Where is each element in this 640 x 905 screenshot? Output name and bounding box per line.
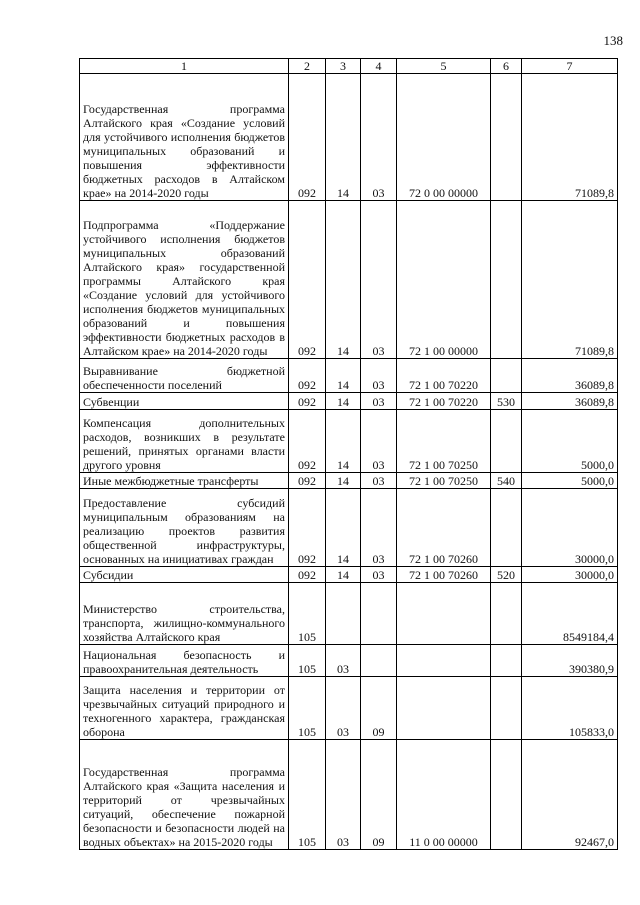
cell-c6 xyxy=(491,489,522,567)
cell-amount: 5000,0 xyxy=(522,473,618,489)
row-name: Государственная программа Алтайского края «Защита населения и территорий от чрезвычайных ситуаций, обеспечение пожарной безопасности и безопасности людей на водных объектах» на 2015-2020 годы xyxy=(80,740,289,850)
cell-c5 xyxy=(397,645,491,677)
cell-c5 xyxy=(397,677,491,740)
column-header: 1 xyxy=(80,59,289,74)
cell-c2: 092 xyxy=(289,201,326,359)
cell-c4: 03 xyxy=(361,359,397,393)
row-name: Компенсация дополнительных расходов, возникших в результате решений, принятых органами власти другого уровня xyxy=(80,410,289,473)
cell-c5: 72 1 00 00000 xyxy=(397,201,491,359)
table-row xyxy=(80,677,618,740)
cell-c5: 72 1 00 70250 xyxy=(397,473,491,489)
cell-c2: 092 xyxy=(289,393,326,410)
column-header: 7 xyxy=(522,59,618,74)
cell-c5: 72 1 00 70260 xyxy=(397,567,491,583)
table-row xyxy=(80,393,618,410)
row-name: Защита населения и территории от чрезвычайных ситуаций природного и техногенного характера, гражданская оборона xyxy=(80,677,289,740)
cell-c3: 03 xyxy=(326,740,361,850)
table-row xyxy=(80,410,618,473)
cell-c3: 14 xyxy=(326,201,361,359)
cell-c2: 105 xyxy=(289,740,326,850)
column-header: 3 xyxy=(326,59,361,74)
column-header: 2 xyxy=(289,59,326,74)
row-name: Субсидии xyxy=(80,567,289,583)
column-header: 5 xyxy=(397,59,491,74)
cell-c5: 72 1 00 70260 xyxy=(397,489,491,567)
cell-c4: 03 xyxy=(361,489,397,567)
cell-amount: 92467,0 xyxy=(522,740,618,850)
cell-c6: 520 xyxy=(491,567,522,583)
cell-c3: 14 xyxy=(326,567,361,583)
row-name: Выравнивание бюджетной обеспеченности поселений xyxy=(80,359,289,393)
cell-c6 xyxy=(491,740,522,850)
column-header: 4 xyxy=(361,59,397,74)
table-row xyxy=(80,473,618,489)
row-name: Государственная программа Алтайского края «Создание условий для устойчивого исполнения бюджетов муниципальных образований и повышения эффективности бюджетных расходов в Алтайском крае» на 2014-2020 годы xyxy=(80,74,289,201)
column-header: 6 xyxy=(491,59,522,74)
cell-amount: 5000,0 xyxy=(522,410,618,473)
row-name: Субвенции xyxy=(80,393,289,410)
table-row xyxy=(80,645,618,677)
cell-amount: 36089,8 xyxy=(522,393,618,410)
cell-c4 xyxy=(361,645,397,677)
cell-c5: 72 0 00 00000 xyxy=(397,74,491,201)
cell-c6: 530 xyxy=(491,393,522,410)
cell-c3: 03 xyxy=(326,645,361,677)
cell-amount: 30000,0 xyxy=(522,567,618,583)
cell-c4: 03 xyxy=(361,473,397,489)
row-name: Национальная безопасность и правоохранительная деятельность xyxy=(80,645,289,677)
cell-c4: 09 xyxy=(361,740,397,850)
cell-c3: 14 xyxy=(326,410,361,473)
cell-c2: 105 xyxy=(289,645,326,677)
budget-table xyxy=(79,58,618,850)
row-name: Подпрограмма «Поддержание устойчивого исполнения бюджетов муниципальных образований Алтайского края» государственной программы Алтайского края «Создание условий для устойчивого исполнения бюджетов муниципальных образований и повышения эффективности бюджетных расходов в Алтайском крае» на 2014-2020 годы xyxy=(80,201,289,359)
cell-c6 xyxy=(491,410,522,473)
cell-c5: 72 1 00 70250 xyxy=(397,410,491,473)
cell-c6 xyxy=(491,201,522,359)
cell-c4: 03 xyxy=(361,567,397,583)
cell-amount: 390380,9 xyxy=(522,645,618,677)
table-row xyxy=(80,201,618,359)
row-name: Иные межбюджетные трансферты xyxy=(80,473,289,489)
cell-c2: 092 xyxy=(289,473,326,489)
cell-c2: 092 xyxy=(289,359,326,393)
cell-c3: 14 xyxy=(326,359,361,393)
cell-c2: 092 xyxy=(289,74,326,201)
cell-c3: 14 xyxy=(326,473,361,489)
cell-c4: 03 xyxy=(361,410,397,473)
table-header-row xyxy=(80,59,618,74)
cell-c2: 105 xyxy=(289,583,326,645)
cell-c5 xyxy=(397,583,491,645)
cell-c6 xyxy=(491,359,522,393)
cell-c2: 092 xyxy=(289,567,326,583)
cell-c6 xyxy=(491,645,522,677)
cell-c3: 03 xyxy=(326,677,361,740)
cell-c4 xyxy=(361,583,397,645)
cell-c3 xyxy=(326,583,361,645)
cell-c6 xyxy=(491,583,522,645)
cell-c4: 03 xyxy=(361,201,397,359)
cell-amount: 71089,8 xyxy=(522,74,618,201)
cell-c4: 03 xyxy=(361,393,397,410)
cell-c2: 092 xyxy=(289,410,326,473)
cell-c3: 14 xyxy=(326,74,361,201)
page-number: 138 xyxy=(603,33,623,48)
cell-c6 xyxy=(491,74,522,201)
table-row xyxy=(80,359,618,393)
table-row xyxy=(80,583,618,645)
cell-c4: 09 xyxy=(361,677,397,740)
row-name: Предоставление субсидий муниципальным образованиям на реализацию проектов развития общественной инфраструктуры, основанных на инициативах граждан xyxy=(80,489,289,567)
cell-c5: 72 1 00 70220 xyxy=(397,359,491,393)
table-row xyxy=(80,74,618,201)
cell-amount: 71089,8 xyxy=(522,201,618,359)
table-row xyxy=(80,567,618,583)
cell-c2: 092 xyxy=(289,489,326,567)
cell-amount: 30000,0 xyxy=(522,489,618,567)
cell-amount: 105833,0 xyxy=(522,677,618,740)
cell-c3: 14 xyxy=(326,393,361,410)
cell-c2: 105 xyxy=(289,677,326,740)
table-row xyxy=(80,489,618,567)
cell-c5: 72 1 00 70220 xyxy=(397,393,491,410)
cell-c6 xyxy=(491,677,522,740)
cell-c4: 03 xyxy=(361,74,397,201)
cell-c6: 540 xyxy=(491,473,522,489)
cell-amount: 36089,8 xyxy=(522,359,618,393)
cell-c3: 14 xyxy=(326,489,361,567)
row-name: Министерство строительства, транспорта, жилищно-коммунального хозяйства Алтайского края xyxy=(80,583,289,645)
table-row xyxy=(80,740,618,850)
cell-c5: 11 0 00 00000 xyxy=(397,740,491,850)
cell-amount: 8549184,4 xyxy=(522,583,618,645)
